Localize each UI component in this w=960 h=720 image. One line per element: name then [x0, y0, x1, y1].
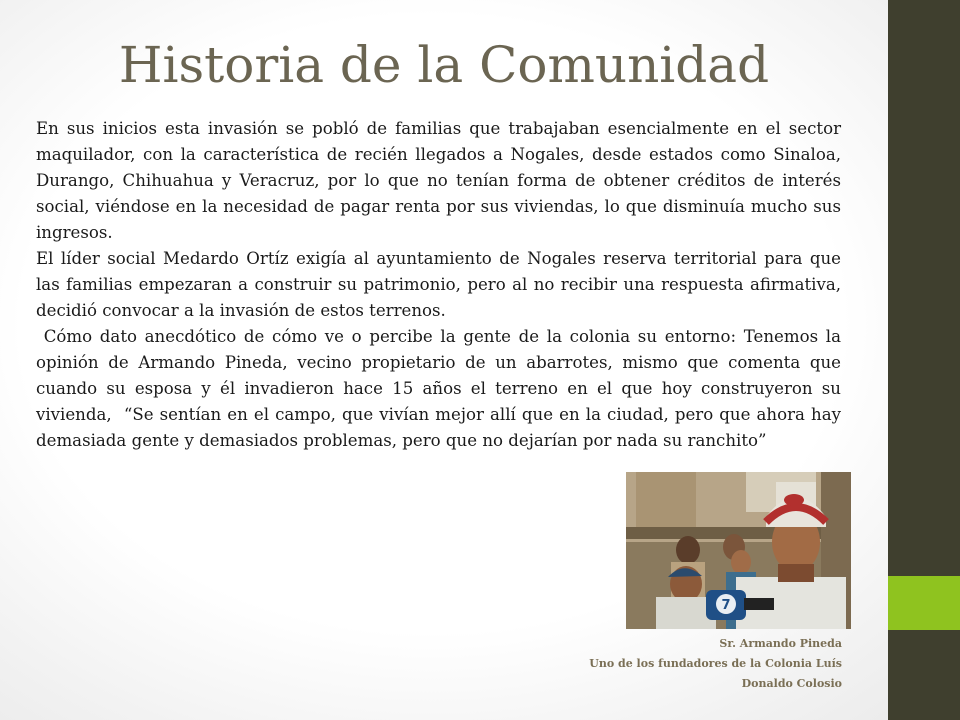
- paragraph-2: El líder social Medardo Ortíz exigía al ayuntamiento de Nogales reserva territorial para que las familias empezaran a construir su patrimonio, pero al no recibir una respuesta afirmativa, decidió convocar a la invasión de estos terrenos.: [36, 249, 841, 320]
- paragraph-1: En sus inicios esta invasión se pobló de familias que trabajaban esencialmente en el sector maquilador, con la característica de recién llegados a Nogales, desde estados como Sinaloa, Durango, Chihuahua y Veracruz, por lo que no tenían forma de obtener créditos de interés social, viéndose en la necesidad de pagar renta por sus viviendas, lo que disminuía mucho sus ingresos.: [36, 119, 841, 242]
- photo-caption: [500, 634, 842, 694]
- caption-line-1: Sr. Armando Pineda: [719, 637, 842, 650]
- caption-line-2: Uno de los fundadores de la Colonia Luís: [589, 657, 842, 670]
- microphone-logo: 7: [721, 598, 731, 613]
- slide-title: Historia de la Comunidad: [118, 36, 770, 94]
- body-text: [36, 116, 847, 454]
- sidebar-accent-block: [888, 576, 960, 630]
- paragraph-3: Cómo dato anecdótico de cómo ve o percibe la gente de la colonia su entorno: Tenemos la opinión de Armando Pineda, vecino propietario de un abarrotes, mismo que comenta que cuando su esposa y él invadieron hace 15 años el terreno en el que hoy construyeron su vivienda, “Se sentían en el campo, que vivían mejor allí que en la ciudad, pero que ahora hay demasiada gente y demasiados problemas, pero que no dejarían por nada su ranchito”: [36, 327, 847, 450]
- photo-armando-pineda: [626, 472, 851, 629]
- caption-line-3: Donaldo Colosio: [741, 677, 842, 690]
